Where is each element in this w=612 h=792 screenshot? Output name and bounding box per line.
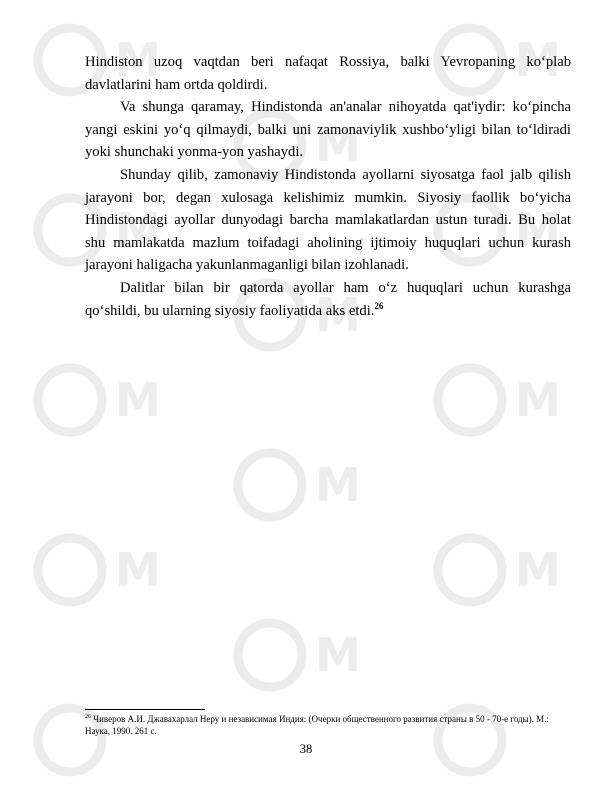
footnote bbox=[85, 713, 571, 737]
svg-text:M: M bbox=[315, 458, 361, 512]
svg-text:M: M bbox=[315, 628, 361, 682]
svg-text:M: M bbox=[315, 118, 361, 172]
svg-text:M: M bbox=[515, 543, 561, 597]
svg-text:M: M bbox=[515, 373, 561, 427]
paragraph-4 bbox=[85, 277, 571, 322]
svg-text:M: M bbox=[515, 33, 561, 87]
paragraph-3: Shunday qilib, zamonaviy Hindistonda ayollarni siyosatga faol jalb qilish jarayoni bor, degan xulosaga kelishimiz mumkin. Siyosiy faollik bo‘yicha Hindistondagi ayollar dunyodagi barcha mamlakatlardan ustun turadi. Bu holat shu mamlakatda mazlum toifadagi aholining ijtimoiy huquqlari uchun kurash jarayoni haligacha yakunlanmaganligi bilan izohlanadi. bbox=[85, 166, 571, 274]
svg-text:M: M bbox=[515, 203, 561, 257]
paragraph-4-text: Dalitlar bilan bir qatorda ayollar ham o‘z huquqlari uchun kurashga qo‘shildi, bu ularning siyosiy faoliyatida aks etdi. bbox=[85, 279, 571, 319]
footnote-divider bbox=[85, 709, 205, 710]
footnote-reference[interactable]: 26 bbox=[374, 300, 384, 311]
svg-text:M: M bbox=[115, 373, 161, 427]
footnote-number: 26 bbox=[85, 714, 91, 720]
page-number: 38 bbox=[299, 742, 313, 756]
paragraph-2: Va shunga qaramay, Hindistonda an'analar nihoyatda qat'iydir: ko‘pincha yangi eskini yo‘q qilmaydi, balki uni zamonaviylik xushbo‘yligi bilan to‘ldiradi yoki shunchaki yonma-yon yashaydi. bbox=[85, 99, 571, 161]
paragraph-1: Hindiston uzoq vaqtdan beri nafaqat Rossiya, balki Yevropaning ko‘plab davlatlarini ham ortda qoldirdi. bbox=[85, 54, 571, 93]
svg-text:M: M bbox=[115, 543, 161, 597]
svg-text:M: M bbox=[115, 33, 161, 87]
footnote-text: Чиверов А.И. Джавахарлал Неру и независимая Индия: (Очерки общественного развития страны в 50 - 70-е годы). М.: Наука, 1990. 261 с. bbox=[85, 714, 549, 736]
svg-text:M: M bbox=[315, 288, 361, 342]
body-text bbox=[85, 51, 571, 322]
svg-text:M: M bbox=[115, 203, 161, 257]
